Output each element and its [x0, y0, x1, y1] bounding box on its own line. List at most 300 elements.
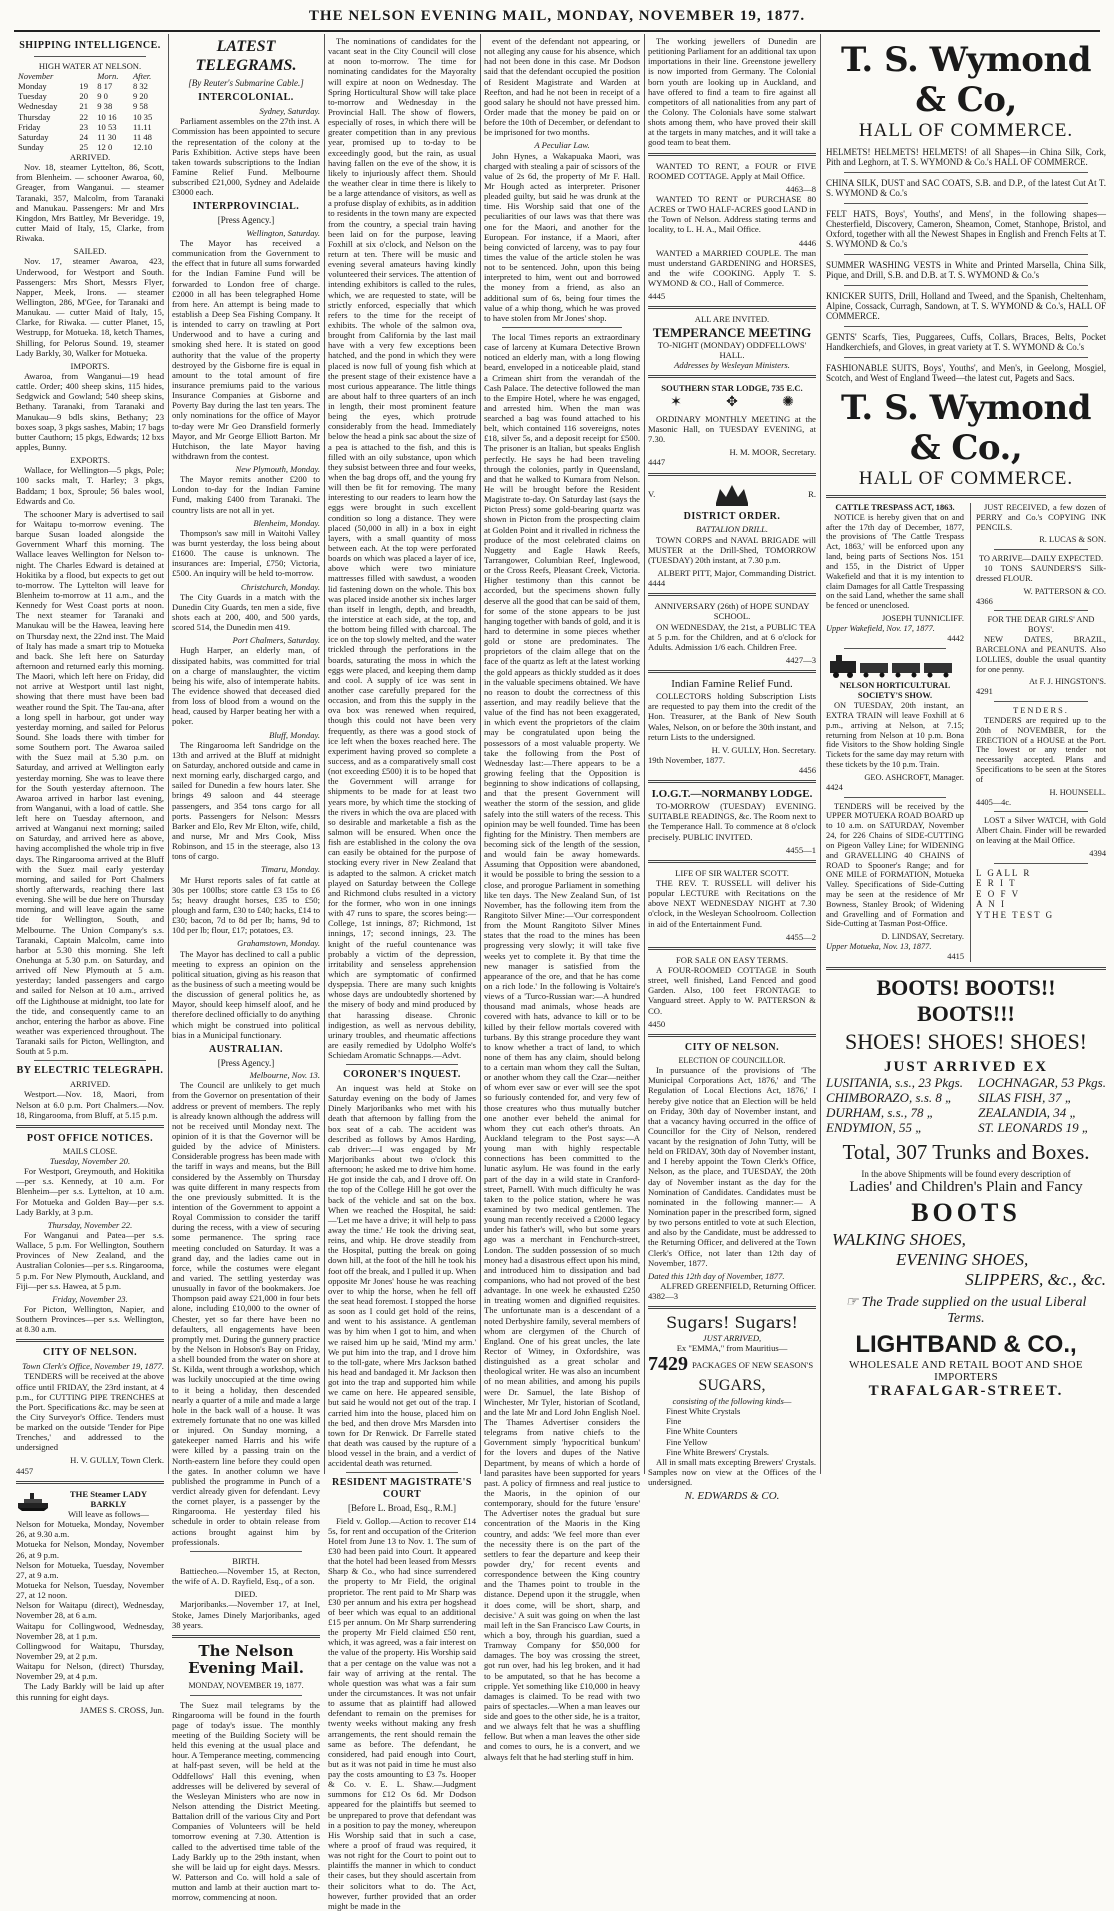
divider: [502, 327, 622, 328]
section-heading: SAILED.: [73, 246, 107, 257]
divider: [648, 670, 816, 673]
divider: [648, 375, 816, 378]
tide-row: [16, 101, 164, 111]
wymond-ad-item: FASHIONABLE SUITS, Boys', Youths', and Men's, in Geelong, Mosgiel, Scotch, and West of England Tweed—the latest cut, Pagets and Sacs.: [826, 363, 1106, 383]
sailing-entry: Collingwood for Waitapu, Thursday, November 29, at 2 p.m.: [16, 1640, 164, 1662]
shipments-left: [826, 1076, 963, 1136]
puzzle-line: YTHE TEST G: [976, 909, 1055, 920]
walking-shoes: WALKING SHOES,: [832, 1229, 966, 1249]
larceny-report: John Hynes, a Wakapuaka Maori, was charged with stealing a pair of scissors of the value of 2s 6d, the property of Mr F. Hall. Mr Hough acted as interpreter. Prisoner pleaded guilty, but said he was drunk at the time. His Worship said that one of the peculiarities of our laws was that there was one for the Maori, and another for the European. For instance, if a Maori, after being convicted of larceny, was to pay four times the value of the article stolen he was not to be sentenced. John, upon this being interpreted to him, went out and borrowed the money from a friend, as also an additional sum of 6s, being four times the value of a whip thong, which he was proved to have stolen from Mr Jones' shop.: [484, 150, 640, 323]
birth-notice: Battiecheo.—November 15, at Recton, the wife of A. D. Rayfield, Esq., of a son.: [172, 1565, 320, 1587]
column-divider: [324, 34, 325, 1474]
tide-after: 10 35: [132, 111, 153, 122]
star-icon: ✶: [670, 395, 682, 411]
lodge-notice: ORDINARY MONTHLY MEETING at the Masonic Hall, on TUESDAY EVENING, at 7.30.: [648, 413, 816, 445]
ad-ref: 4405—4c.: [976, 797, 1012, 807]
column-1: [16, 36, 164, 1715]
lost-watch-ad: LOST a Silver WATCH, with Gold Albert Chain. Finder will be rewarded on leaving at the Mail Office.: [976, 816, 1106, 846]
sailing-entry: Motueka for Nelson, Tuesday, November 27, at 12 noon.: [16, 1580, 164, 1601]
column-2: [172, 36, 320, 1903]
tide-row: [16, 81, 164, 91]
famine-date: 19th November, 1877.: [648, 754, 725, 765]
ad-ref: 4463—8: [785, 183, 816, 194]
divider: [844, 254, 1088, 255]
telegram-text: The City Guards in a match with the Dunedin City Guards, ten men a side, five shots each at 200, 400, and 500 yards, scored 514, the Dunedin men 419.: [172, 591, 320, 633]
shipment-entry: LUSITANIA, s.s., 23 Pkgs.: [826, 1074, 963, 1090]
lightband-address: TRAFALGAR-STREET.: [868, 1382, 1064, 1399]
battalion-notice: TOWN CORPS and NAVAL BRIGADE will MUSTER at the Drill-Shed, TOMORROW (TUESDAY) 20th instant, at 7.30 p.m.: [648, 534, 816, 565]
local-news: The nominations of candidates for the vacant seat in the City Council will close at noon to-morrow. The time for nominating candidates for the Mayoralty will expire at noon on Wednesday. The Spring Horticultural Show will take place to-morrow and Wednesday in the Provincial Hall. The show of flowers, especially of roses, in which there will be greater competition than in any previous year, promised up to to-day to be exceedingly good, but the rain, as usual having fallen on the eve of the show, it is likely to injuriously affect them. Should the weather clear in time there is likely to be a large attendance of visitors, as well as a profuse display of exhibits, as in addition to residents in the town many are expected from the country, a special train having been laid on for the purpose, leaving Foxhill at six o'clock, and Nelson on the return at ten. There will be music and evening several amateurs having kindly volunteered their services. The attention of intending exhibitors is called to the rules, which, we are requested to state, will be strictly enforced, especially that which refers to the time for the receipt of exhibits. The whole of the salmon ova, brought from California by the last mail have with a very few exceptions been hatched, and the pond in which they were placed is now full of young fish which at the present stage of their existence have a most curious appearance. The little things are about half to three quarters of an inch in length, their most prominent feature being the eyes, which protrude considerably from the head. Immediately below the head a pink sac about the size of a pea is attached to the fish, and this is filled with an oily substance, upon which they subsist between three and four weeks, when the bag drops off, and the young fry will then be fit for removing. The many interesting to our readers to learn how the eggs were brought in such excellent condition so long a distance. They were placed (50,000 in all) in a box in eight layers, with a small quantity of moss between each. At the top were perforated boards on which was placed a layer of ice, above which were two miniature mattresses filled with sawdust, a wooden lid fastening down on the whole. This box was placed inside another six inches larger than itself in length, depth, and breadth, the interstice at each side, at the top, and the bottom being filled with charcoal. The ice on the top slowly melted, and the water trickled through the perforations in the boards, saturating the moss in which the eggs were placed, and keeping them damp and cool. A supply of ice was sent in another case carefully prepared for the occasion, and from this the supply in the ova box was renewed when required, though this could not have been very frequently, as there was a good stock of ice left when the boxes reached here. The experiment having proved so complete a success, and as a comparatively small cost (not exceeding £500) it is to be hoped that the Government will arrange for shipments to be made for at least two years more, by which time the stocking of the rivers in which the ova are placed with so desirable and marketable a fish as the salmon will be ensured. When once the fish are established in the colony the ova can easily be obtained for the purpose of stocking every river in New Zealand that is adapted to the salmon. A cricket match played on Saturday between the College and Richmond clubs resulted in a victory for the former, who won in one innings with 47 runs to spare, the scores being:—College, 1st innings, 87; Richmond, 1st innings, 17; second innings, 23. The knight of the rueful countenance was probably a victim of the depression, irritability and senseless apprehension which are symptomatic of confirmed dyspepsia. There are many such knights whose days are undoubtedly shortened by the misery of body and mind produced by that harassing disease. Chronic indigestion, as well as nervous debility, urinary troubles, and rheumatic affections are easily remedied by Udolpho Wolfe's Schiedam Aromatic Schnapps.—Advt.: [328, 36, 476, 1061]
exports-text: Wallace, for Wellington—5 pkgs, Pole; 100 sacks malt, T. Harley; 3 pkgs, Baddam; 1 box, Sproule; 56 bales wool, Edwards and Co.: [16, 465, 164, 506]
road-board-signature: D. LINDSAY, Secretary.: [881, 932, 964, 942]
shipment-entry: LOCHNAGAR, 53 Pkgs.: [978, 1074, 1106, 1090]
wymond-ad-item: HELMETS! HELMETS! HELMETS! of all Shapes—in China Silk, Cork, Pith and Leghorn, at T. S. WYMOND & Co.'s HALL OF COMMERCE.: [826, 147, 1106, 167]
dateline: Bluff, Monday.: [269, 729, 320, 740]
tenders-ad: TENDERS are required up to the 20th of NOVEMBER, for the ERECTION of a HOUSE at the Port. The lowest or any tender not necessarily accepted. Plans and Specifications to be seen at the Stores of: [976, 715, 1106, 784]
ad-ref: 4415: [947, 951, 964, 961]
divider: [844, 648, 946, 649]
date-heading: Thursday, November 22.: [47, 1219, 133, 1230]
tenders-signature: H. HOUNSELL.: [1049, 787, 1106, 797]
divider: [346, 1472, 458, 1473]
tide-date: 19: [79, 81, 88, 92]
lodge-signature: H. M. MOOR, Secretary.: [729, 447, 816, 458]
sugars-packages: PACKAGES OF NEW SEASON'S: [692, 1360, 814, 1371]
sugar-kind: Fine White Counters: [666, 1426, 738, 1437]
date-heading: Friday, November 23.: [52, 1293, 128, 1304]
divider: [190, 1695, 302, 1696]
telegram-text: Parliament assembles on the 27th inst. A Commission has been appointed to secure the representation of the colony at the Paris Exhibition. Active steps have been taken towards subscriptions to the Indian Famine Relief Fund. Melbourne subscribed £21,000, Sydney and Adelaide £3000 each.: [172, 116, 320, 198]
sailing-entry: Motueka for Nelson, Monday, November 26, at 9 p.m.: [16, 1539, 164, 1560]
shipment-entry: CHIMBORAZO, s.s. 8 „: [826, 1089, 953, 1105]
flour-ad: 10 TONS SAUNDERS'S Silk-dressed FLOUR.: [976, 564, 1106, 583]
hall-of-commerce: HALL OF COMMERCE.: [858, 120, 1074, 141]
just-arrived-heading: JUST ARRIVED EX: [884, 1058, 1048, 1075]
tide-date: 22: [79, 111, 88, 122]
temperance-details: TO-NIGHT (MONDAY) ODDFELLOWS' HALL.: [657, 339, 807, 360]
sugars-heading: Sugars! Sugars!: [666, 1313, 798, 1333]
telegram-text: The Mayor has declined to call a public meeting to express an opinion on the political situation, giving as his reason that as the business of such a meeting would be the discussion of general politics he, as Mayor, should keep himself aloof, and he therefore declined officially to do anything which might be construed into political bias in a Municipal functionary.: [172, 948, 320, 1040]
wymond-ad-item: FELT HATS, Boys', Youths', and Mens', in the following shapes—Chesterfield, Discovery, Cameron, Sheamon, Comet, Stanhope, Bristol, and Oxford, together with all the Newest Shapes in English and French Felts at T. S. WYMOND & Co.'s: [826, 209, 1106, 249]
section-heading: A Peculiar Law.: [534, 140, 590, 151]
column-divider: [480, 34, 481, 1474]
tide-day: Monday: [18, 81, 47, 92]
cable-credit: [By Reuter's Submarine Cable.]: [188, 77, 304, 88]
divider: [648, 1306, 816, 1309]
column-divider: [644, 34, 645, 1474]
shipping-news: The schooner Mary is advertised to sail for Waitapu to-morrow evening. The barque Susan loaded alongside the Government Wharf this morning. The Wallace leaves Wellington for Nelson to-night. The Charles Edward is detained at Hokitika by a flood, but expects to get out to-morrow. The Lyttelton will leave for Blenheim to-morrow at 11 a.m., and the Kennedy for West Coast ports at noon. The next steamer for Taranaki and Manukau will be the Hawea, leaving here on Thursday next, the 22nd inst. The Maid of Italy has made a smart trip to Motueka and back. She left here on Saturday afternoon and returned early this morning. The Maori, which left here on Friday, did not arrive at Westport until last night, showing that there must have been bad weather round the Spit. The Tau-ana, after a long spell in harbour, got under way yesterday morning, and sailed for Pelorus Sound. She loads there with timber for some Southern port. The Awaroa sailed with the Suez mail at 5.30 p.m. on Saturday, and arrived at Wellington early yesterday morning. She was to leave there for the South yesterday afternoon. The Awaroa arrived in harbor last evening, from Wanganui, with a load of cattle. She left here on Tuesday afternoon, and arrived at Wanganui next morning; sailed on Saturday, and arrived here as above, having accomplished the whole trip in five days. The Ringarooma arrived at the Bluff with the Suez mail early yesterday morning, and sailed for Port Chalmers shortly afterwards, reaching there last evening. She will be due here on Thursday morning, and will leave again the same tide for Wellington, South, and Melbourne. The Union Company's s.s. Taranaki, Captain Malcolm, came into harbor at 5.30 this morning. She left Onehunga at 5.30 p.m. on Saturday, and arrived off New Plymouth at 5 a.m. yesterday; landed passengers and cargo and sailed for Nelson at 10 a.m., arrived off the Lighthouse at midnight, too late for the tide, and consequently came to an anchor, entering the harbor as above. Fine weather was experienced throughout. The Taranaki sails for Picton, Wellington, and South at 5 p.m.: [16, 508, 164, 1057]
road-board-tender: TENDERS will be received by the UPPER MOTUEKA ROAD BOARD up to 10 a.m. on SATURDAY, November 24, for 226 Chains of SIDE-CUTTING on Pigeon Valley Line; for WIDENING and GRAVELLING 40 CHAINS of ROAD to Spooner's Range; and for ONE MILE of FORMATION, Motueka Valley. Specifications of Side-Cutting may be seen at the residence of Mr Bowness, Stanley Brook; of Widening and Gravelling and of Formation and Side-Cutting at Tasman Post-Office.: [826, 801, 964, 929]
tide-row: [16, 112, 164, 122]
wymond-ad-item: KNICKER SUITS, Drill, Holland and Tweed, and the Spanish, Cheltenham, Alpine, Cossack, Curragh, Sandown, at T. S. WYMOND & Co.'s, HALL OF COMMERCE.: [826, 291, 1106, 321]
lecture-heading: LIFE OF SIR WALTER SCOTT.: [675, 867, 789, 878]
telegrams-heading: LATEST TELEGRAMS.: [195, 38, 297, 74]
tide-day: Wednesday: [18, 101, 58, 112]
telegram-text: Mr Hurst reports sales of fat cattle at 30s per 100lbs; store cattle £3 15s to £6 5s; heavy draught horses, £35 to £50; plough and farm, £30 to £40; hacks, £14 to £30; bacon, 7d to 8d per lb; hams, 9d to 10d per lb; flour, £17; potatoes, £3.: [172, 874, 320, 936]
tide-date: 23: [79, 121, 88, 132]
divider: [16, 1125, 164, 1128]
death-notice: Marjoribanks.—November 17, at Inel, Stoke, James Dinely Marjoribanks, aged 38 years.: [172, 1599, 320, 1630]
ad-ref: 4442: [947, 633, 964, 643]
wanted-ad: WANTED a MARRIED COUPLE. The man must understand GARDENING and HORSES, and the wife COOKING. Apply T. S. WYMOND & CO., Hall of Commerce.: [648, 247, 816, 289]
gallery-puzzle: [976, 868, 1106, 921]
ad-ref: 4382—3: [648, 1291, 679, 1302]
column-4: [484, 36, 640, 1762]
pointing-hand-icon: ☞: [845, 1294, 859, 1310]
dateline: Christchurch, Monday.: [240, 581, 320, 592]
city-heading: CITY OF NELSON.: [42, 1347, 138, 1359]
sugar-kind: Fine Yellow: [666, 1436, 708, 1447]
puzzle-line: E R I T: [976, 878, 1017, 889]
sugar-kind: Fine White Brewers' Crystals.: [666, 1446, 770, 1457]
section-heading: IMPORTS.: [70, 360, 110, 371]
tide-after: 11.11: [132, 121, 152, 132]
sailing-entry: Nelson for Motueka, Monday, November 26, at 9.30 a.m.: [16, 1519, 164, 1540]
ad-ref: 4455—2: [785, 931, 816, 942]
puzzle-line: E O F V: [976, 888, 1021, 899]
court-heading: RESIDENT MAGISTRATE'S COURT: [332, 1477, 472, 1501]
divider: [844, 797, 946, 798]
tide-after: 12.10: [132, 141, 153, 152]
compass-square-icon: ✥: [726, 395, 738, 411]
steamer-heading: THE Steamer LADY BARKLY: [69, 1488, 148, 1509]
wymond-ad-item: CHINA SILK, DUST and SAC COATS, S.B. and D.P., of the latest Cut At T. S. WYMOND & Co.'s: [826, 178, 1106, 198]
sale-heading: FOR SALE ON EASY TERMS.: [676, 954, 788, 965]
court-credit: [Before L. Broad, Esq., R.M.]: [348, 1502, 456, 1513]
ad-ref: 4457: [16, 1465, 34, 1476]
mails-text: For Wanganui and Patea—per s.s. Wallace, 5 p.m. For Wellington, Southern Provinces of New Zealand, and the Australian Colonies—per s.s. Ringarooma, 5 p.m. For New Plymouth, Auckland, and Fiji—per s.s. Hawea, at 5 p.m.: [16, 1230, 164, 1291]
telegram-text: The Council are unlikely to get much from the Governor on presentation of their address or prevent of members. The reply is already known although the address will not be received until Monday next. The opinion of it is that the Governor will be guided by the advice of Ministers. Considerable progress has been made with the tariff in ways and means, but the Bill considered by the Assembly on Thursday was quite different in many respects from the one previously submitted. It is the intention of the Government to appoint a Royal Commission to consider the tariff during the recess, with a view of securing some permanence. The spring race meeting concluded on Saturday. It was a grand day, and the ladies came out in force, while the costumes were elegant and varied. The settling yesterday was unusually in favor of the bookmakers. Joe Thompson paid away £21,000 in four bets alone, including £10,000 to the owner of Chester, yet so far there have been no defaulters, all engagements have been promptly met. During the gunnery practice by the Nelson in Hobson's Bay on Friday, a shell bounded from the water on shore at St. Kilda, went through a workshop, which was luckily unoccupied at the time owing to it being a holiday, then descended nearly a quarter of a mile and made a large hole in the back wall of a house. It was extremely fortunate that no one was killed or injured. On Sunday morning, a gatekeeper named Harris and his wife were killed by a passing train on the North-eastern line before they could open the gates. In another column we have published the programme in Punch of a verdict already given for defendant. Levy the cornet player, is a passenger by the Ringarooma. He yesterday filed his schedule in order to obtain release from actions brought against him by professionals.: [172, 1080, 320, 1547]
royal-crest-row: [648, 481, 816, 507]
city-tender-text: TENDERS will be received at the above office until FRIDAY, the 23rd instant, at 4 p.m., for CUTTING PIPE TRENCHES at the Port. Specifications &c. may be seen at the City Surveyor's Office. Tenders must be marked on the outside 'Tender for Pipe Trenches,' and addressed to the undersigned: [16, 1371, 164, 1453]
sailing-entry: Nelson for Waitapu (direct), Wednesday, November 28, at 6 a.m.: [16, 1600, 164, 1621]
divider: [844, 203, 1088, 204]
evening-shoes: EVENING SHOES,: [896, 1249, 1029, 1269]
sun-icon: ✺: [782, 395, 794, 411]
divider: [844, 326, 1088, 327]
shipment-entry: DURHAM, s.s., 78 „: [826, 1104, 934, 1120]
puzzle-line: L GALL R: [976, 867, 1032, 878]
puzzle-line: A N I: [976, 899, 1006, 910]
section-heading: ARRIVED.: [69, 152, 111, 163]
column-divider: [820, 34, 821, 1474]
paper-nameplate: The Nelson Evening Mail.: [188, 1641, 304, 1678]
wymond-ad-item: SUMMER WASHING VESTS in White and Printed Marsella, China Silk, Pique, and Drill, S.B. and D.B. at T. S. WYMOND & Co.'s: [826, 260, 1106, 280]
wymond-brand: T. S. Wymond & Co,: [841, 40, 1091, 120]
issue-date: MONDAY, NOVEMBER 19, 1877.: [188, 1681, 304, 1691]
sugars-subheading: JUST ARRIVED,: [702, 1333, 762, 1344]
famine-signature: H. V. GULLY, Hon. Secretary.: [711, 744, 816, 755]
ad-ref: 4444: [648, 578, 666, 589]
district-order-heading: DISTRICT ORDER.: [683, 510, 781, 522]
tide-date: 20: [79, 91, 88, 102]
tide-morn: 9 0: [97, 91, 108, 102]
column-3: [328, 36, 476, 1911]
dateline: Sydney, Saturday.: [259, 106, 320, 117]
battalion-signature: ALBERT PITT, Major, Commanding District.: [657, 567, 816, 578]
imports-text: Awaroa, from Wanganui—19 head cattle. Order; 400 sheep skins, 115 hides, Sedgwick and Gowland; 540 sheep skins, Bethany. Taranaki, from Taranaki and Manukau—9 bdls skins, Bethany; 23 boxes soap, 3 pkgs sashes, Mabin; 17 bags butter Cauthorn; 15 pkgs, Edwards; 12 bxs apples, Bunny.: [16, 371, 164, 452]
tide-header-row: [16, 71, 164, 81]
coroner-heading: CORONER'S INQUEST.: [343, 1069, 461, 1081]
section-heading: EXPORTS.: [70, 455, 110, 466]
tide-day: Tuesday: [18, 91, 47, 102]
horticultural-signature: GEO. ASHCROFT, Manager.: [864, 772, 964, 782]
city-signature: H. V. GULLY, Town Clerk.: [70, 1455, 164, 1466]
road-board-date: Upper Motueka, Nov. 13, 1877.: [826, 942, 932, 952]
dateline: Blenheim, Monday.: [253, 517, 320, 528]
wanted-ad: WANTED TO RENT, a FOUR or FIVE ROOMED COTTAGE. Apply at Mail Office.: [648, 160, 816, 181]
steamer-signature: JAMES S. CROSS, Jun.: [79, 1704, 164, 1715]
divider: [994, 863, 1088, 864]
slippers: SLIPPERS, &c., &c.: [965, 1269, 1106, 1289]
shipping-heading: SHIPPING INTELLIGENCE.: [19, 40, 161, 51]
shipment-entry: ENDYMION, 55 „: [826, 1119, 923, 1135]
telegram-text: Hugh Harper, an elderly man, of dissipated habits, was committed for trial on a charge of manslaughter, the victim being his wife, also of intemperate habits. The evidence showed that deceased died from loss of blood from a wound on the head, caused by Harper beating her with a poker.: [172, 645, 320, 727]
arrive-heading: TO ARRIVE—DAILY EXPECTED.: [978, 554, 1104, 564]
shoes-heading: SHOES! SHOES! SHOES!: [844, 1028, 1088, 1054]
anniversary-heading: ANNIVERSARY (26th) of HOPE SUNDAY SCHOOL.: [654, 601, 810, 622]
sugars-ship: Ex "EMMA," from Mauritius—: [676, 1343, 788, 1354]
ad-ref: 4424: [826, 782, 843, 792]
tide-col-header: After.: [132, 70, 152, 81]
ads-left: [826, 503, 964, 962]
battalion-heading: BATTALION DRILL.: [695, 524, 769, 535]
ladies-line: Ladies' and Children's Plain and Fancy: [849, 1178, 1083, 1195]
column-5: [648, 36, 816, 1503]
temperance-heading: TEMPERANCE MEETING: [652, 324, 812, 340]
crest-letter-v: V.: [648, 488, 656, 499]
ad-ref: 4447: [648, 457, 666, 468]
tide-row: [16, 132, 164, 142]
divider: [34, 1060, 146, 1061]
tide-morn: 8 17: [97, 81, 113, 92]
crest-letter-r: R.: [808, 488, 816, 499]
horticultural-heading: NELSON HORTICULTURAL SOCIETY'S SHOW.: [839, 681, 951, 701]
sugar-kind: Fine: [666, 1416, 682, 1427]
arrived-text: Nov. 18, steamer Lyttelton, 86, Scott, from Blenheim. — schooner Awaroa, 60, Greager, from Wanganui. — steamer Taranaki, 357, Malcolm, from Taranaki and Manukau. Passengers: Mr and Mrs Kingdon, Mrs Battley, Mr Beveridge. 19, cutter Maid of Italy, 15, Clarke, from Riwaka.: [16, 162, 164, 244]
divider: [648, 947, 816, 950]
sailing-entry: Waitapu for Nelson, (direct) Thursday, November 29, at 4 p.m.: [16, 1661, 164, 1682]
court-report-continued: event of the defendant not appearing, or not alleging any cause for his absence, which had not been done in this case. Mr Dodson said that the defendant occupied the position of Resident Magistrate and Warden at Reefton, and had he not been in receipt of a good salary he should not have pressed him. Order made that the money be paid on or before the 10th of December, or defendant to be imprisoned for two months.: [484, 36, 640, 138]
tide-day: Saturday: [18, 131, 49, 142]
tenders-heading: TENDERS.: [1013, 706, 1069, 716]
ads-two-column: [826, 503, 1106, 962]
sugars-big: SUGARS,: [698, 1377, 766, 1395]
trespass-signature: JOSEPH TUNNICLIFF.: [881, 614, 964, 624]
lightband-tagline: WHOLESALE AND RETAIL BOOT AND SHOE IMPORTERS: [849, 1358, 1083, 1383]
steamship-icon: [16, 1489, 50, 1511]
tide-morn: 10 53: [97, 121, 117, 132]
tide-date: 25: [79, 141, 88, 152]
ad-ref: 4456: [798, 765, 816, 776]
sugars-consists: consisting of the following kinds—: [672, 1395, 792, 1406]
train-icon: [826, 653, 964, 679]
crown-icon: [712, 481, 752, 507]
telegram-text: The Mayor remits another £200 to London to-day for the Indian Famine Fund, making £400 from Taranaki. The country lists are not all in yet.: [172, 474, 320, 515]
post-office-heading: POST OFFICE NOTICES.: [26, 1132, 154, 1144]
tide-after: 8 32: [132, 81, 148, 92]
press-credit: [Press Agency.]: [217, 215, 275, 226]
tide-day: Friday: [18, 121, 41, 132]
telegram-text: The Mayor has received a communication from the Government to the effect that in future all sums forwarded for the Indian Famine Fund will be forwarded to London free of charge. £2000 in all has been telegraphed Home from here. An attempt is being made to establish a Deep Sea Fishing Company. It is intended to carry on trawling at Port Underwood and to have a curing and smoking shed here. It is stated on good authority that the value of the property destroyed by the Gisborne fire is equal in amount to the total amount of fire insurance premiums paid to the various Insurance Companies at Gisborne and Poverty Bay during the last ten years. The only nominations for the office of Mayor to-day were Mr Geo Dransfield formerly Mayor, and Mr George Elliott Barton. Mr Hutchison, the late Mayor having withdrawn from the contest.: [172, 237, 320, 461]
tide-morn: 12 0: [97, 141, 113, 152]
famine-heading: Indian Famine Relief Fund.: [671, 678, 793, 691]
divider: [648, 1034, 816, 1037]
shipment-entry: ST. LEONARDS 19 „: [978, 1119, 1090, 1135]
jewellers-news: The working jewellers of Dunedin are petitioning Parliament for an additional tax upon importations in their line. Greenstone jewellery is now imported from Germany. The Colonial born youth are looking up in Auckland, and have offered to find a team to fire against all competitors of all nationalities from any part of the Colony. The Colonials have some stalwart shots among them, who have proved their skill at the targets in many matches, and it will take a good team to beat them.: [648, 36, 816, 148]
general-news: The local Times reports an extraordinary case of larceny at Kumara Detective Brown noticed an elderly man, with a long flowing beard, enveloped in a noticeable plaid, stand a Crimean shirt from the verandah of the Cash Palace. The detective followed the man to the Empire Hotel, where he was engaged, and arrested him. When the man was searched a bag was found attached to his belt, which contained 116 sovereigns, notes £18, silver 5s, and a deposit receipt for £500. The prisoner is an Italian, but speaks English perfectly. He says he had been traveling through the colonies, partly in Queensland, and that he walked to Kumara from Nelson. He will be brought before the Resident Magistrate to-day. On Saturday last (says the Picton Press) some gold-bearing quartz was shown in Picton from the prospecting claim at Golden Point and it rivalled in richness the produce of the most celebrated claims on Nuggetty and Eagle Hawk Reefs, Tarrangower, Columbian Reef, Inglewood, or the Cross Reefs, Pleasant Creek, Victoria. Higher testimony than this cannot be accorded, but the specimens shown fully deserve all the good that can be said of them, for some of the stone appears to be just hanging together with bands of gold, and it is hard to determine in some pieces whether gold or stone are predominates. The proprietors of the claim allege that on the face of the quartz as left at the latest working the gold appears as thickly studded as it does in the valuable specimens obtained. We have no reason to doubt the correctness of this assertion, and may readily believe that the value of the find has not been exaggerated, in which event the proprietors of the claim may be congratulated upon being the possessors of a most valuable property. We take the following from the Post of Wednesday last:—There appears to be a growing feeling that the Opposition is beginning to show indications of collapsing, and that the present Government will weather the storm of the session, and glide safely into the still waters of the recess. This opinion may be well founded. Time has been fighting for the Ministry. Then members are becoming sick of the length of the session, and would fain be away homewards. Assuming that Opposition were abandoned, it would be possible to bring the session to a close, and prorogue Parliament in something like ten days. The New Zealand Sun, of 1st November, has the following item from the Rangitoto Silver Mine:—'Our correspondent from the Mount Rangitoto Silver Mines states that the road to the mines has been progressing very slowly; it will take five weeks yet to complete it. By that time the new manager is satisfied from the appearance of the ore, and that he has come on a rich lode.' In the following is Voltaire's views of a 'Turco-Russian war:—A hundred thousand mad animals, whose heads are covered with hats, advance to kill or to be killed by their fellow mortals covered with turbans. By this strange procedure they want to know whether a tract of land, to which none of them has any claim, should belong to a certain man whom they call the Sultan, or another whom they call the Czar—neither of whom ever saw or ever will see the spot so furiously contended for, and very few of those creatures who thus mutually butcher one another ever beheld the animal for whom they cut each other's throats. An Auckland telegram to the Post says:—A young man with highly respectable connections has been committed to the lunatic asylum. He was found in the early part of the day in a wild state in Cranford-street, Parnell. With much difficulty he was taken to the police station, where he was examined by two medical gentlemen. The young man recently received a £2000 legacy under his father's will, who but some years ago was a merchant in Fenchurch-street, London. The sudden possession of so much money had a disastrous effect upon his mind, and introduced him to dissipation and bad companions, who had not proved of the best advantage. In one week he exhausted £250 in treating women and dignified requisites. The unfortunate man is a descendant of a noted Derbyshire family, several members of whom are clergymen of the Church of England. One of his great uncles, the late Rector of Witney, in Oxfordshire, was distinguished as a great scholar and theological writer. He was also an incumbent of no mean abilities, and among his pupils were Dr. Samuel, the late Bishop of Winchester, Mr Tyler, historian of Scotland, and the late Mr and Lord John English Noel. The Thames Advertiser considers the telegrams from native chiefs to the Government simply 'hypocritical bunkum' for the lovers and dupes of the Native Department, by means of which a horde of land parasites have been supported for years past. A policy of firmness and real justice to the Maoris, in the opinion of our contemporary, should for the future 'ensure' The Advertiser notes the gradual but sure concentration of the Maoris in the King country, and adds: 'We feel more than ever the necessity there is on the part of the settlers to fear the departure and keep their powder dry,' for recent events and correspondence between the King country and the Thames point to trouble in the distance. Depend upon it the struggle, when it does come, will be short, sharp, and decisive.' A suit was going on when the last mail left in the San Francisco Law Courts, in which a boy, through his guardian, sued a Tramway Company for $50,000 for damages. The boy was crossing the street, got run over, had his leg broken, and it had to be amputated, so that he has become a cripple. Yet something like £10,000 in heavy damages is claimed. To be read with two pairs of spectacles.—When a man leaves our side and goes to the other side, he is a traitor, and we always felt that he was a shuffling fellow. But when a man leaves the other side and comes to ours, he is a convert, and we always felt that he had sterling stuff in him.: [484, 331, 640, 1762]
column-divider: [168, 34, 169, 1474]
wymond-ad-item: GENTS' Scarfs, Ties, Puggarees, Cuffs, Collars, Braces, Belts, Pocket Handkerchiefs, and Gloves, in great variety at T. S. WYMOND & Co.'s: [826, 332, 1106, 352]
divider: [648, 860, 816, 863]
masthead-rule: [14, 30, 1100, 32]
tide-table: [16, 71, 164, 152]
press-credit: [Press Agency.]: [217, 1057, 275, 1068]
sugar-kind: Finest White Crystals: [666, 1406, 741, 1417]
trespass-notice: NOTICE is hereby given that on and after the 17th day of December, 1877, the provisions of 'The Cattle Trespass Act, 1863,' will be enforced upon any land, being parts of Sections Nos. 151 and 155, in the District of Upper Wakefield and that it is my intention to claim Damages for all Cattle Trespassing on the said Land, whether the same shall be fenced or unenclosed.: [826, 512, 964, 611]
ad-ref: 4445: [648, 291, 666, 302]
trade-terms-row: [826, 1294, 1106, 1327]
council-subheading: ELECTION OF COUNCILLOR.: [678, 1055, 786, 1065]
advertisements: [826, 36, 1106, 1476]
boots-heading: BOOTS! BOOTS!! BOOTS!!!: [876, 974, 1056, 1026]
tide-after: 9 58: [132, 101, 148, 112]
divider: [826, 967, 1106, 970]
tide-col-header: Morn.: [97, 70, 119, 81]
sugars-signature: N. EDWARDS & CO.: [684, 1490, 780, 1503]
tide-col-header: November: [18, 70, 54, 81]
divider: [994, 811, 1088, 812]
pencils-signature: R. LUCAS & SON.: [1039, 535, 1106, 545]
sailing-entry: Waitapu for Collingwood, Wednesday, November 28, at 1 p.m.: [16, 1620, 164, 1641]
dateline: Timaru, Monday.: [261, 864, 320, 875]
tide-day: Thursday: [18, 111, 51, 122]
wanted-ad: WANTED TO RENT or PURCHASE 80 ACRES or TWO HALF-ACRES good LAND in the Town of Nelson. Address stating terms and locality, to L. H. A., Mail Office.: [648, 193, 816, 235]
divider: [994, 610, 1088, 611]
tide-row: [16, 122, 164, 132]
sailed-text: Nov. 17, steamer Awaroa, 423, Underwood, for Westport and South. Passengers: Mrs Short, Messrs Flyer, Napper, Meek, Irons. — steamer Wellington, 286, M'Gee, for Taranaki and Manukau. — cutter Maid of Italy, 15, Clarke, for Riwaka. — cutter Planet, 15, Westrupp, for Motueka. 18, ketch Thames, Shilling, for Pelorus Sound. 19, steamer Lady Barkly, 30, Walker for Motueka.: [16, 256, 164, 358]
tide-after: 11 48: [132, 131, 152, 142]
telegram-text: Thompson's saw mill in Waitohi Valley was burnt yesterday, the loss being about £1600. The cause is unknown. The insurances are: Imperial, £750; Victoria, £500. An inquiry will be held to-morrow.: [172, 527, 320, 579]
divider: [994, 701, 1088, 702]
council-notice: In pursuance of the provisions of 'The Municipal Corporations Act, 1876,' and 'The Regulation of Local Elections Act, 1876,' I hereby give notice that an Election will be held on Friday, 30th day of November instant, and that a vacancy having occurred in the office of Councillor for the City of Nelson, rendered vacant by the resignation of John Tutty, will be held on FRIDAY, 30th day of November instant, and I hereby appoint the Town Clerk's Office, Nelson, as the place, and TUESDAY, the 20th day of November instant as the day for the Nomination of Candidates. Candidates must be nominated in the following manner:— A Nomination paper in the prescribed form, signed by two persons entitled to vote at such Election, and also by the Candidate, must be addressed to the Returning Officer, and delivered at the Town Clerk's Office, not later than 12th day of November, 1877.: [648, 1065, 816, 1268]
tide-date: 24: [79, 131, 88, 142]
australian-heading: AUSTRALIAN.: [208, 1043, 284, 1055]
horticultural-notice: ON TUESDAY, 20th instant, an EXTRA TRAIN will leave Foxhill at 6 p.m., arriving at Nelson, at 7.15; returning from Nelson at 10 p.m. Bona fide Visitors to the Show holding Single Tickets for the same day may return with these tickets by the 10 p.m. Train.: [826, 701, 964, 770]
tide-row: [16, 91, 164, 101]
trespass-date: Upper Wakefield, Nov. 17, 1877.: [826, 623, 935, 633]
dates-ad: NEW DATES, BRAZIL, BARCELONA and PEANUTS. Also LOLLIES, double the usual quantity for one penny.: [976, 635, 1106, 674]
council-heading: CITY OF NELSON.: [684, 1041, 780, 1053]
divider: [172, 1635, 320, 1638]
shipments-note: In the above Shipments will be found every description of: [861, 1168, 1071, 1179]
ad-ref: 4394: [1089, 848, 1106, 858]
anniversary-notice: ON WEDNESDAY, the 21st, a PUBLIC TEA at 5 p.m. for the Children, and at 6 o'clock for Adults. Admission 1/6 each. Children Free.: [648, 621, 816, 652]
divider: [34, 56, 146, 57]
temperance-note: Addresses by Wesleyan Ministers.: [674, 360, 790, 371]
famine-notice: COLLECTORS holding Subscription Lists are requested to pay them into the credit of the Hon. Treasurer, at the Bank of New South Wales, Nelson, on or before the 30th instant, and return Lists to the undersigned.: [648, 691, 816, 742]
birth-heading: BIRTH.: [232, 1555, 260, 1566]
lodge-heading: SOUTHERN STAR LODGE, 735 E.C.: [661, 383, 803, 394]
sailing-entry: Nelson for Motueka, Tuesday, November 27, at 9 a.m.: [16, 1559, 164, 1580]
dateline: Melbourne, Nov. 13.: [249, 1070, 320, 1081]
telegraph-heading: BY ELECTRIC TELEGRAPH.: [16, 1065, 164, 1077]
wymond-brand-2: T. S. Wymond & Co.,: [841, 388, 1091, 468]
pencils-ad: JUST RECEIVED, a few dozen of PERRY and Co.'s COPYING INK PENCILS.: [976, 503, 1106, 532]
dateline: Grahamstown, Monday.: [237, 938, 320, 949]
council-date: Dated this 12th day of November, 1877.: [648, 1270, 785, 1281]
court-report: Field v. Gollop.—Action to recover £14 5s, for rent and occupation of the Criterion Hotel from June 13 to Nov. 1. The sum of £30 had been paid into Court. It appeared that the hotel had been leased from Messrs Sharp & Co., who had since surrendered the property to Mr Field, the original proprietor. The rent paid to Mr Sharp was £30 per annum and his extra per hogshead of beer which was equal to an additional £15 per annum. On Mr Sharp surrendering the property Mr Field claimed £50 rent, which, it was agreed, was a fair interest on the value of the property. His Worship said that a per centage on the value was not a fair way of arriving at the rental. The whole question was what was a fair sum under the circumstances. It was not unfair to assume that as plaintiff had allowed defendant to remain on the premises for twenty weeks without making any fresh arrangements, the rent should remain the same as before. The defendant, he considered, had paid enough into Court, but as it was not paid in time he must also pay the costs amounting to £3 7s. Hooper & Co. v. E. L. Shaw.—Judgment summons for £12 Os 6d. Mr Dodson appeared for the plaintiffs but seemed to be unprepared to prove that defendant was in a position to pay the money, whereupon His Worship said that in such a case, where a proof of fraud was required, it was not right for the Court to point out to plaintiffs the manner in which to conduct their cases, but they should ascertain from their solicitors what to do. The Act, however, further provided that an order might be made in the: [328, 1515, 476, 1911]
divider: [190, 1551, 302, 1552]
shipment-entry: SILAS FISH, 37 „: [978, 1089, 1073, 1105]
trespass-heading: CATTLE TRESPASS ACT, 1863.: [835, 503, 955, 512]
council-signature: ALFRED GREENFIELD, Returning Officer.: [660, 1281, 816, 1292]
total-trunks: Total, 307 Trunks and Boxes.: [842, 1139, 1090, 1164]
lecture-notice: THE REV. T. RUSSELL will deliver his popular LECTURE with Recitations on the above NEXT WEDNESDAY NIGHT at 7.30 o'clock, in the Wesleyan Schoolroom. Collection in aid of the Entertainment Fund.: [648, 878, 816, 929]
tide-row: [16, 142, 164, 152]
ads-right: [970, 503, 1106, 962]
divider: [648, 780, 816, 783]
divider: [844, 357, 1088, 358]
sale-notice: A FOUR-ROOMED COTTAGE in South street, well finished, Land Fenced and good Garden. Also, 100 feet FRONTAGE to Vanguard street. Apply to W. PATTERSON & CO.: [648, 965, 816, 1016]
local-news: The Suez mail telegrams by the Ringarooma will be found in the fourth page of today's issue. The monthly meeting of the Building Society will be held this evening at the usual place and hour. A Temperance meeting, commencing at half-past seven, will be held at the Oddfellows' Hall this evening, when addresses will be delivered by several of the Wesleyan Ministers who are now in Nelson attending the District Meeting. Battalion drill of the various City and Port Companies of Volunteers will be held tomorrow evening at 7.30. Attention is called to the advertised time table of the Lady Barkly up to the 29th instant, when she will be laid up for eight days. Messrs. W. Patterson and Co. will hold a sale of mutton and lamb at their auction mart to-morrow, commencing at noon.: [172, 1699, 320, 1903]
dateline: Port Chalmers, Saturday.: [232, 635, 320, 646]
telegraph-text: Westport.—Nov. 18, Maori, from Nelson at 6.0 p.m. Port Chalmers.—Nov. 18, Ringarooma, from Bluff, at 5.15 p.m.: [16, 1089, 164, 1120]
girls-boys-heading: FOR THE DEAR GIRLS' AND BOYS'.: [987, 615, 1095, 635]
died-heading: DIED.: [234, 1589, 258, 1600]
intercolonial-heading: INTERCOLONIAL.: [198, 92, 294, 104]
tide-after: 9 20: [132, 91, 148, 102]
divider: [844, 285, 1088, 286]
section-heading: MAILS CLOSE.: [62, 1146, 118, 1156]
tide-morn: 11 30: [97, 131, 117, 142]
masthead: THE NELSON EVENING MAIL, MONDAY, NOVEMBER 19, 1877.: [308, 8, 806, 24]
dateline: New Plymouth, Monday.: [235, 464, 320, 475]
divider: [648, 473, 816, 476]
lightband-brand: LIGHTBAND & CO.,: [855, 1330, 1077, 1358]
ad-ref: 4427—3: [785, 654, 816, 665]
hall-of-commerce-2: HALL OF COMMERCE.: [858, 468, 1074, 489]
tide-morn: 10 16: [97, 111, 117, 122]
trade-terms: The Trade supplied on the usual Liberal Terms.: [861, 1294, 1087, 1326]
iogt-heading: I.O.G.T.—NORMANBY LODGE.: [651, 788, 813, 801]
coroner-report: An inquest was held at Stoke on Saturday evening on the body of James Dinely Marjoribanks who met with his death that afternoon by falling from the box seat of a cab. The accident was described as follows by Amos Harding, cab driver:—I was engaged by Mr Marjoribanks about two o'clock this afternoon; he asked me to drive him home. He got inside the cab, and I drove off. On the top of the College Hill he got over the back of the vehicle and sat on the box. When we reached the Hospital, he said:—'Let me have a drive; it will help to pass away the time.' He took the driving seat, reins, and whip. He drove steadily from the Hospital, putting the break on going down hill, at the foot of the hill he took his foot off the break, and I pulled it up. When opposite Mr Jones' house he was reaching over to whip the horse, when he fell off the seat head foremost. I stopped the horse as soon as I could get hold of the reins, and went to his assistance. A gentleman was by him when I got to him, and when we raised him up he said, 'Mind my arm.' We put him into the trap, and I drove him to the toll-gate, where Mrs Jackson bathed his head and bandaged it. Mr Jackson then got into the trap and supported him while we came on here. He appeared sensible, but said he would not get out of the trap. I carried him into the house, placed him on the bed, and then drove Mrs Marsden into town for Dr Renwick. Dr Farrelle stated that death was caused by the rupture of a blood vessel in the brain, and a verdict of accidental death was returned.: [328, 1083, 476, 1469]
boots-big: BOOTS: [911, 1197, 1021, 1227]
section-heading: ARRIVED.: [69, 1079, 111, 1090]
shipments-list: [826, 1076, 1106, 1136]
divider: [16, 1481, 164, 1484]
iogt-notice: TO-MORROW (TUESDAY) EVENING. SUITABLE READINGS, &c. The Room next to the Temperance Hall. To commence at 8 o'clock precisely. PUBLIC INVITED.: [648, 801, 816, 842]
masonic-emblems: [648, 395, 816, 412]
date-heading: Tuesday, November 20.: [49, 1156, 131, 1167]
mails-text: For Westport, Greymouth, and Hokitika—per s.s. Kennedy, at 10 a.m. For Blenheim—per s.s. Lyttelton, at 10 a.m. For Motueka and Golden Bay—per s.s. Lady Barkly, at 3 p.m.: [16, 1166, 164, 1217]
divider: [648, 306, 816, 309]
dates-signature: At F. J. HINGSTON'S.: [1028, 677, 1106, 687]
sugars-note: All in small mats excepting Brewers' Crystals. Samples now on view at the Offices of the undersigned.: [648, 1456, 816, 1488]
divider: [994, 549, 1088, 550]
tide-day: Sunday: [18, 141, 44, 152]
sugars-count: 7429: [648, 1353, 688, 1376]
shipments-right: [978, 1076, 1106, 1136]
shipment-entry: ZEALANDIA, 34 „: [978, 1104, 1077, 1120]
steamer-note: The Lady Barkly will be laid up after this running for eight days.: [16, 1681, 164, 1702]
mails-text: For Picton, Wellington, Napier, and Southern Provinces—per s.s. Wellington, at 8.30 a.m.: [16, 1304, 164, 1335]
dateline: Wellington, Saturday.: [246, 227, 320, 238]
ad-ref: 4366: [976, 596, 993, 606]
steamer-ad: [16, 1489, 164, 1509]
ad-ref: 4455—1: [785, 844, 816, 855]
telegram-text: The Ringarooma left Sandridge on the 13th and arrived at the Bluff at midnight on Saturday, anchored outside and came in next morning early, discharged cargo, and sailed for Dunedin a few hours later. She brings 49 saloon and 44 steerage passengers, and 354 tons cargo for all ports. Passengers for Nelson: Messrs Barker and Elo, Rev Mr Elton, wife, child, and nurse, Mr and Mrs Cook, Miss Robinson, and 15 in the steerage, also 13 tons of cargo.: [172, 739, 320, 862]
